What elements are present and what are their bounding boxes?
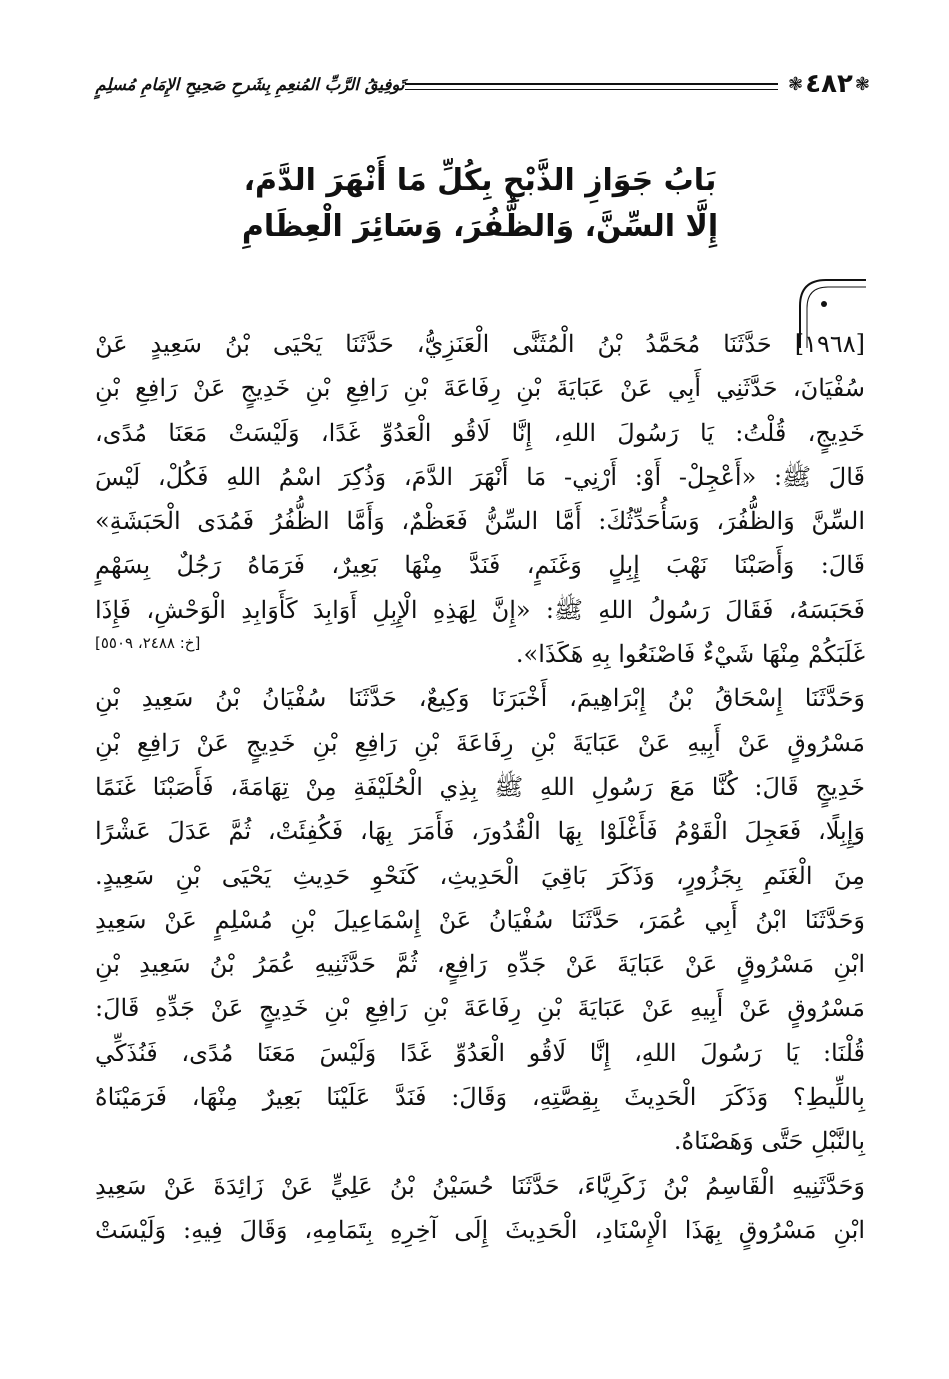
text-line: قَالَ ﷺ: «أَعْجِلْ- أَوْ: أَرْنِي- مَا أَنْهَرَ الدَّمَ، وَذُكِرَ اسْمُ اللهِ فَكُلْ، لَيْسَ [95,462,865,491]
text-line: سُفْيَانَ، حَدَّثَنِي أَبِي عَنْ عَبَايَةَ بْنِ رِفَاعَةَ بْنِ رَافِعِ بْنِ خَدِيجٍ عَنْ رَافِعِ بْنِ [95,374,865,403]
text-line: خَدِيجٍ قَالَ: كُنَّا مَعَ رَسُولِ اللهِ ﷺ بِذِي الْحُلَيْفَةِ مِنْ تِهَامَةَ، فَأَصَبْنَا غَنَمًا [95,772,865,801]
text-line: [١٩٦٨] حَدَّثَنَا مُحَمَّدُ بْنُ الْمُثَنَّى الْعَنَزِيُّ، حَدَّثَنَا يَحْيَى بْنُ سَعِيدٍ عَنْ [95,330,865,358]
page-number-frame [788,64,870,104]
book-title: تَوفِيقُ الرَّبِّ المُنعِمِ بِشَرحِ صَحِيحِ الإِمَامِ مُسلِمٍ [95,75,405,94]
text-line: بِالنَّبْلِ حَتَّى وَهَصْنَاهُ. [673,1127,865,1156]
text-line: مَسْرُوقٍ عَنْ أَبِيهِ عَنْ عَبَايَةَ بْنِ رِفَاعَةَ بْنِ رَافِعِ بْنِ خَدِيجٍ عَنْ رَافِعِ بْنِ [95,728,866,757]
text-line: وَحَدَّثَنِيهِ الْقَاسِمُ بْنُ زَكَرِيَّاءَ، حَدَّثَنَا حُسَيْنُ بْنُ عَلِيٍّ عَنْ زَائِدَةَ عَنْ سَعِيدِ [95,1171,865,1200]
text-line: ابْنِ مَسْرُوقٍ عَنْ عَبَايَةَ عَنْ جَدِّهِ رَافِعٍ، ثُمَّ حَدَّثَنِيهِ عُمَرُ بْنُ سَعِيدِ بْنِ [95,950,865,979]
chapter-title-line-1: بَابُ جَوَازِ الذَّبْحِ بِكُلِّ مَا أَنْهَرَ الدَّمَ، [243,163,717,198]
text-line: ابْنِ مَسْرُوقٍ بِهَذَا الْإِسْنَادِ، الْحَدِيثَ إِلَى آخِرِهِ بِتَمَامِهِ، وَقَالَ فِيهِ: وَلَيْسَتْ [95,1215,865,1244]
text-line: خَدِيجٍ، قُلْتُ: يَا رَسُولَ اللهِ، إِنَّا لَاقُو الْعَدُوِّ غَدًا، وَلَيْسَتْ مَعَنَا مُدًى، [95,418,865,447]
bukhari-reference: [خ: ٢٤٨٨، ٥٥٠٩] [95,634,201,653]
text-line: قُلْنَا: يَا رَسُولَ اللهِ، إِنَّا لَاقُو الْعَدُوِّ غَدًا وَلَيْسَ مَعَنَا مُدًى، فَنُذَكِّي [95,1038,865,1067]
text-line: فَحَبَسَهُ، فَقَالَ رَسُولُ اللهِ ﷺ: «إِنَّ لِهَذِهِ الْإِبِلِ أَوَابِدَ كَأَوَابِدِ الْوَحْشِ، فَإِذَا [95,595,865,624]
text-line: وَإِبِلًا، فَعَجِلَ الْقَوْمُ فَأَغْلَوْا بِهَا الْقُدُورَ، فَأَمَرَ بِهَا، فَكُفِئَتْ، ثُمَّ عَدَلَ عَشْرًا [95,817,865,846]
page-number: ٤٨٢ [805,69,853,99]
chapter-title-line-2: إِلَّا السِّنَّ، وَالظُّفُرَ، وَسَائِرَ الْعِظَامِ [241,209,719,244]
floral-ornament-icon: ❃ [788,74,804,95]
chapter-heading [100,158,860,250]
hadith-text [95,322,865,1252]
text-line: السِّنَّ وَالظُّفُرَ، وَسَأُحَدِّثُكَ: أَمَّا السِّنُّ فَعَظْمٌ، وَأَمَّا الظُّفُرُ فَمُدَى الْحَبَشَةِ» [95,507,865,536]
text-line: وَحَدَّثَنَا ابْنُ أَبِي عُمَرَ، حَدَّثَنَا سُفْيَانُ عَنْ إِسْمَاعِيلَ بْنِ مُسْلِمٍ عَنْ سَعِيدِ [95,905,865,934]
text-line: قَالَ: وَأَصَبْنَا نَهْبَ إِبِلٍ وَغَنَمٍ، فَنَدَّ مِنْهَا بَعِيرٌ، فَرَمَاهُ رَجُلٌ بِسَهْمٍ [95,551,865,580]
text-line: مَسْرُوقٍ عَنْ أَبِيهِ عَنْ عَبَايَةَ بْنِ رِفَاعَةَ بْنِ رَافِعِ بْنِ خَدِيجٍ عَنْ جَدِّهِ قَالَ: [95,994,865,1023]
text-line: وَحَدَّثَنَا إِسْحَاقُ بْنُ إِبْرَاهِيمَ، أَخْبَرَنَا وَكِيعٌ، حَدَّثَنَا سُفْيَانُ بْنُ سَعِيدِ بْنِ [95,684,865,713]
text-line-with-reference [95,632,865,676]
text-line: مِنَ الْغَنَمِ بِجَزُورٍ، وَذَكَرَ بَاقِيَ الْحَدِيثِ، كَنَحْوِ حَدِيثِ يَحْيَى بْنِ سَعِيدٍ. [95,861,866,890]
floral-ornament-icon: ❃ [854,74,870,95]
running-header [95,62,870,112]
header-rule [405,83,778,90]
text-line: غَلَبَكُمْ مِنْهَا شَيْءٌ فَاصْنَعُوا بِهِ هَكَذَا». [515,640,865,669]
text-line: بِاللِّيطِ؟ وَذَكَرَ الْحَدِيثَ بِقِصَّتِهِ، وَقَالَ: فَنَدَّ عَلَيْنَا بَعِيرٌ مِنْهَا، فَرَمَيْنَاهُ [95,1083,865,1112]
